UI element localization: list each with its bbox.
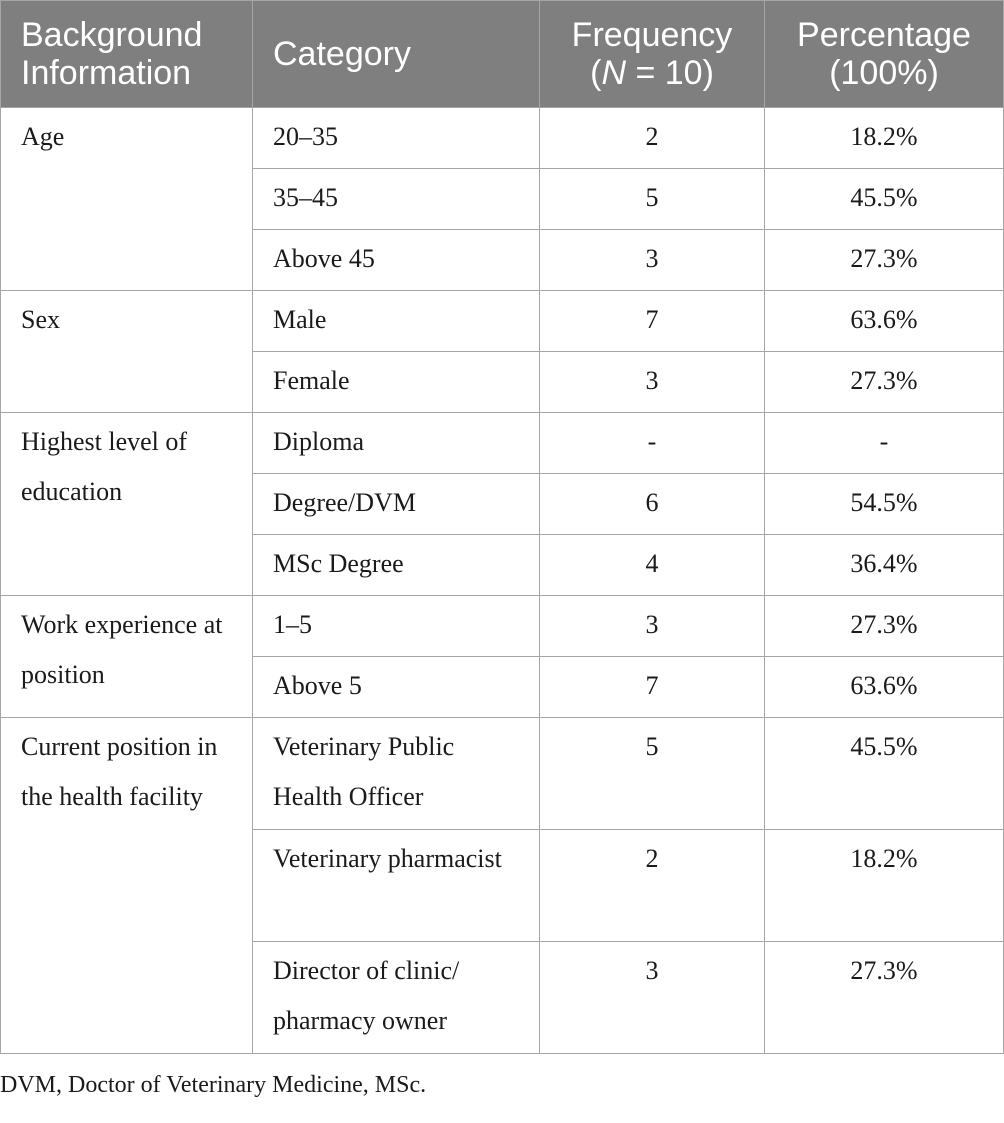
- header-text: Percentage: [797, 16, 971, 54]
- category-cell: Above 45: [253, 230, 540, 291]
- header-text: Background: [21, 16, 203, 54]
- frequency-cell: 3: [540, 352, 765, 413]
- percentage-cell: 27.3%: [765, 230, 1004, 291]
- header-text: Category: [273, 35, 411, 73]
- percentage-cell: 63.6%: [765, 657, 1004, 718]
- percentage-cell: 54.5%: [765, 474, 1004, 535]
- frequency-cell: 7: [540, 657, 765, 718]
- table-row: [1, 596, 1004, 657]
- frequency-cell: 2: [540, 108, 765, 169]
- category-cell: MSc Degree: [253, 535, 540, 596]
- percentage-cell: 18.2%: [765, 830, 1004, 942]
- category-cell: 1–5: [253, 596, 540, 657]
- frequency-cell: 4: [540, 535, 765, 596]
- percentage-cell: 27.3%: [765, 596, 1004, 657]
- percentage-cell: 63.6%: [765, 291, 1004, 352]
- percentage-cell: 45.5%: [765, 169, 1004, 230]
- table-row: [1, 108, 1004, 169]
- category-cell: 35–45: [253, 169, 540, 230]
- category-cell: Male: [253, 291, 540, 352]
- frequency-cell: 2: [540, 830, 765, 942]
- frequency-cell: 3: [540, 942, 765, 1054]
- group-label-age: Age: [1, 108, 253, 291]
- frequency-cell: 5: [540, 169, 765, 230]
- header-background-information: [1, 1, 253, 108]
- header-percentage: [765, 1, 1004, 108]
- header-text: Information: [21, 54, 192, 92]
- group-label-sex: Sex: [1, 291, 253, 413]
- header-text-italic: N: [601, 54, 626, 92]
- table-row: [1, 291, 1004, 352]
- category-cell: Director of clinic/ pharmacy owner: [253, 942, 540, 1054]
- frequency-cell: -: [540, 413, 765, 474]
- frequency-cell: 3: [540, 230, 765, 291]
- category-cell: Degree/DVM: [253, 474, 540, 535]
- category-cell: Veterinary Public Health Officer: [253, 718, 540, 830]
- header-category: [253, 1, 540, 108]
- frequency-cell: 7: [540, 291, 765, 352]
- category-cell: Female: [253, 352, 540, 413]
- group-label-education: Highest level of education: [1, 413, 253, 596]
- table-footnote: DVM, Doctor of Veterinary Medicine, MSc.: [0, 1072, 427, 1098]
- percentage-cell: 27.3%: [765, 352, 1004, 413]
- header-frequency: [540, 1, 765, 108]
- frequency-cell: 5: [540, 718, 765, 830]
- group-label-position: Current position in the health facility: [1, 718, 253, 1054]
- header-text: = 10): [626, 54, 714, 92]
- group-label-experience: Work experience at position: [1, 596, 253, 718]
- percentage-cell: 27.3%: [765, 942, 1004, 1054]
- percentage-cell: 36.4%: [765, 535, 1004, 596]
- table-row: [1, 413, 1004, 474]
- header-text: Frequency: [571, 16, 733, 54]
- percentage-cell: 45.5%: [765, 718, 1004, 830]
- header-text: (100%): [829, 54, 939, 92]
- category-cell: 20–35: [253, 108, 540, 169]
- header-text: (: [590, 54, 602, 92]
- frequency-cell: 3: [540, 596, 765, 657]
- table-row: [1, 718, 1004, 830]
- frequency-cell: 6: [540, 474, 765, 535]
- category-cell: Veterinary pharmacist: [253, 830, 540, 942]
- table-header-row: [1, 1, 1004, 108]
- category-cell: Above 5: [253, 657, 540, 718]
- percentage-cell: 18.2%: [765, 108, 1004, 169]
- category-cell: Diploma: [253, 413, 540, 474]
- percentage-cell: -: [765, 413, 1004, 474]
